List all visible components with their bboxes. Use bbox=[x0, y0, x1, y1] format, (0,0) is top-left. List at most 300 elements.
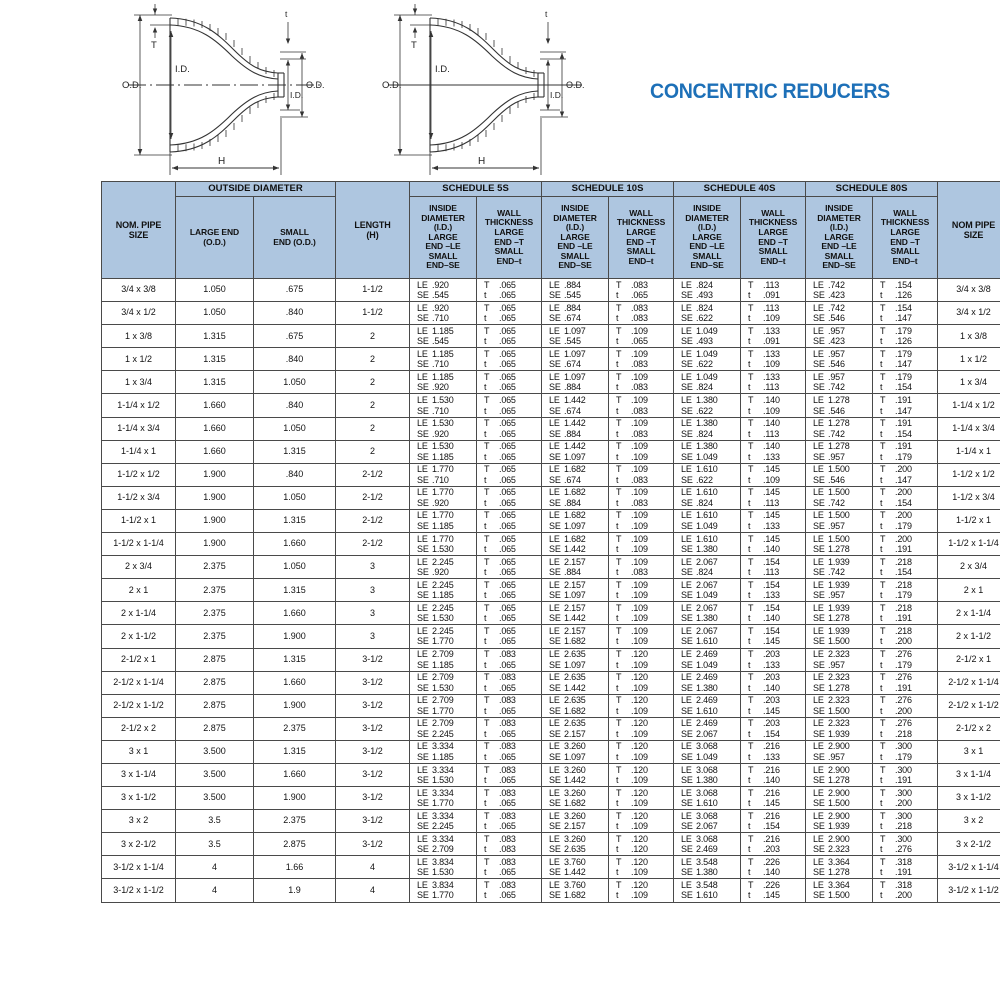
cell-nom-pipe-size-right: 1-1/4 x 1 bbox=[938, 440, 1000, 463]
cell-small-end-od: 1.050 bbox=[254, 417, 336, 440]
cell-5s-inside-diameter: LE 3.834 SE 1.530 bbox=[410, 856, 477, 879]
cell-40s-inside-diameter: LE 2.067 SE 1.380 bbox=[674, 602, 741, 625]
cell-40s-wall-thickness: T .113 t .109 bbox=[741, 302, 806, 325]
cell-10s-wall-thickness: T .120 t .109 bbox=[609, 810, 674, 833]
cell-10s-wall-thickness: T .109 t .083 bbox=[609, 394, 674, 417]
spec-table-container bbox=[101, 181, 999, 903]
cell-nom-pipe-size: 3-1/2 x 1-1/4 bbox=[102, 856, 176, 879]
cell-small-end-od: .840 bbox=[254, 463, 336, 486]
cell-small-end-od: 1.315 bbox=[254, 440, 336, 463]
cell-80s-wall-thickness: T .191 t .154 bbox=[873, 417, 938, 440]
table-row bbox=[102, 302, 1000, 325]
cell-large-end-od: 1.050 bbox=[176, 302, 254, 325]
cell-large-end-od: 2.875 bbox=[176, 671, 254, 694]
cell-5s-inside-diameter: LE 1.530 SE 1.185 bbox=[410, 440, 477, 463]
cell-10s-inside-diameter: LE 2.635 SE 1.682 bbox=[542, 694, 609, 717]
cell-5s-wall-thickness: T .083 t .065 bbox=[477, 856, 542, 879]
table-row bbox=[102, 879, 1000, 902]
cell-80s-inside-diameter: LE 1.500 SE .957 bbox=[806, 509, 873, 532]
cell-nom-pipe-size-right: 2-1/2 x 2 bbox=[938, 717, 1000, 740]
cell-nom-pipe-size-right: 1-1/2 x 3/4 bbox=[938, 486, 1000, 509]
cell-length: 3-1/2 bbox=[336, 763, 410, 786]
cell-small-end-od: 2.375 bbox=[254, 810, 336, 833]
cell-small-end-od: 1.315 bbox=[254, 579, 336, 602]
cell-nom-pipe-size-right: 1-1/2 x 1-1/4 bbox=[938, 533, 1000, 556]
table-row bbox=[102, 440, 1000, 463]
cell-10s-wall-thickness: T .120 t .120 bbox=[609, 833, 674, 856]
table-row bbox=[102, 833, 1000, 856]
cell-80s-inside-diameter: LE 1.278 SE .957 bbox=[806, 440, 873, 463]
cell-5s-inside-diameter: LE 2.709 SE 2.245 bbox=[410, 717, 477, 740]
header-5s-inside-diameter: INSIDE DIAMETER (I.D.) LARGE END –LE SMALL END–SE bbox=[410, 197, 477, 279]
h-length-label: H bbox=[478, 156, 486, 167]
cell-nom-pipe-size-right: 2-1/2 x 1-1/4 bbox=[938, 671, 1000, 694]
cell-40s-wall-thickness: T .133 t .091 bbox=[741, 325, 806, 348]
cell-nom-pipe-size-right: 3 x 2 bbox=[938, 810, 1000, 833]
cell-40s-wall-thickness: T .203 t .133 bbox=[741, 648, 806, 671]
table-row bbox=[102, 579, 1000, 602]
id-small-label: I.D. bbox=[290, 90, 304, 100]
cell-length: 2-1/2 bbox=[336, 509, 410, 532]
cell-large-end-od: 3.5 bbox=[176, 810, 254, 833]
cell-small-end-od: .675 bbox=[254, 279, 336, 302]
cell-40s-inside-diameter: LE 1.380 SE 1.049 bbox=[674, 440, 741, 463]
cell-nom-pipe-size: 3/4 x 3/8 bbox=[102, 279, 176, 302]
cell-5s-wall-thickness: T .065 t .065 bbox=[477, 486, 542, 509]
od-large-label: O.D. bbox=[382, 80, 402, 91]
cell-nom-pipe-size: 2-1/2 x 2 bbox=[102, 717, 176, 740]
cell-nom-pipe-size: 2-1/2 x 1 bbox=[102, 648, 176, 671]
cell-10s-wall-thickness: T .120 t .109 bbox=[609, 717, 674, 740]
cell-80s-inside-diameter: LE 2.900 SE 2.323 bbox=[806, 833, 873, 856]
cell-nom-pipe-size: 2 x 3/4 bbox=[102, 556, 176, 579]
cell-10s-inside-diameter: LE 3.260 SE 1.682 bbox=[542, 787, 609, 810]
cell-10s-inside-diameter: LE 2.157 SE .884 bbox=[542, 556, 609, 579]
cell-length: 2 bbox=[336, 394, 410, 417]
cell-40s-inside-diameter: LE 3.068 SE 1.610 bbox=[674, 787, 741, 810]
cell-10s-inside-diameter: LE 1.682 SE .674 bbox=[542, 463, 609, 486]
cell-large-end-od: 4 bbox=[176, 856, 254, 879]
cell-large-end-od: 1.660 bbox=[176, 440, 254, 463]
cell-nom-pipe-size: 1-1/4 x 1/2 bbox=[102, 394, 176, 417]
cell-80s-inside-diameter: LE 1.939 SE .957 bbox=[806, 579, 873, 602]
cell-small-end-od: .840 bbox=[254, 302, 336, 325]
cell-40s-wall-thickness: T .133 t .109 bbox=[741, 348, 806, 371]
cell-nom-pipe-size: 1-1/4 x 3/4 bbox=[102, 417, 176, 440]
cell-5s-inside-diameter: LE 1.770 SE 1.530 bbox=[410, 533, 477, 556]
table-row bbox=[102, 556, 1000, 579]
cell-80s-inside-diameter: LE 1.278 SE .546 bbox=[806, 394, 873, 417]
cell-80s-wall-thickness: T .300 t .200 bbox=[873, 787, 938, 810]
cell-nom-pipe-size: 1-1/2 x 1-1/4 bbox=[102, 533, 176, 556]
cell-80s-wall-thickness: T .276 t .218 bbox=[873, 717, 938, 740]
header-40s-wall-thickness: WALL THICKNESS LARGE END –T SMALL END–t bbox=[741, 197, 806, 279]
cell-10s-inside-diameter: LE 2.635 SE 1.097 bbox=[542, 648, 609, 671]
cell-length: 3 bbox=[336, 556, 410, 579]
cell-80s-inside-diameter: LE 2.900 SE 1.278 bbox=[806, 763, 873, 786]
table-row bbox=[102, 856, 1000, 879]
cell-large-end-od: 2.375 bbox=[176, 602, 254, 625]
cell-length: 3-1/2 bbox=[336, 810, 410, 833]
cell-small-end-od: 1.660 bbox=[254, 533, 336, 556]
cell-5s-wall-thickness: T .083 t .065 bbox=[477, 648, 542, 671]
cell-large-end-od: 1.315 bbox=[176, 371, 254, 394]
cell-40s-inside-diameter: LE 2.067 SE 1.610 bbox=[674, 625, 741, 648]
table-row bbox=[102, 394, 1000, 417]
cell-large-end-od: 1.900 bbox=[176, 463, 254, 486]
cell-80s-inside-diameter: LE .957 SE .423 bbox=[806, 325, 873, 348]
cell-large-end-od: 2.375 bbox=[176, 625, 254, 648]
cell-nom-pipe-size: 3-1/2 x 1-1/2 bbox=[102, 879, 176, 902]
cell-80s-wall-thickness: T .276 t .191 bbox=[873, 671, 938, 694]
cell-10s-wall-thickness: T .109 t .109 bbox=[609, 509, 674, 532]
t-small-label: t bbox=[545, 9, 548, 19]
cell-small-end-od: 1.900 bbox=[254, 694, 336, 717]
cell-length: 3-1/2 bbox=[336, 648, 410, 671]
cell-40s-wall-thickness: T .203 t .154 bbox=[741, 717, 806, 740]
cell-nom-pipe-size-right: 2 x 1 bbox=[938, 579, 1000, 602]
cell-small-end-od: 1.315 bbox=[254, 740, 336, 763]
cell-80s-wall-thickness: T .179 t .154 bbox=[873, 371, 938, 394]
cell-nom-pipe-size: 1-1/2 x 1 bbox=[102, 509, 176, 532]
cell-10s-wall-thickness: T .109 t .083 bbox=[609, 486, 674, 509]
cell-10s-wall-thickness: T .120 t .109 bbox=[609, 763, 674, 786]
cell-80s-wall-thickness: T .191 t .147 bbox=[873, 394, 938, 417]
cell-80s-wall-thickness: T .200 t .154 bbox=[873, 486, 938, 509]
id-small-label: I.D. bbox=[550, 90, 564, 100]
cell-40s-wall-thickness: T .140 t .109 bbox=[741, 394, 806, 417]
cell-40s-inside-diameter: LE 2.067 SE 1.049 bbox=[674, 579, 741, 602]
cell-40s-wall-thickness: T .216 t .154 bbox=[741, 810, 806, 833]
table-body bbox=[102, 279, 1000, 903]
cell-small-end-od: 1.315 bbox=[254, 509, 336, 532]
cell-5s-wall-thickness: T .083 t .065 bbox=[477, 810, 542, 833]
cell-40s-wall-thickness: T .226 t .140 bbox=[741, 856, 806, 879]
cell-5s-inside-diameter: LE 3.334 SE 1.770 bbox=[410, 787, 477, 810]
header-group-schedule-5s: SCHEDULE 5S bbox=[410, 182, 542, 197]
cell-40s-inside-diameter: LE 1.610 SE .824 bbox=[674, 486, 741, 509]
cell-5s-inside-diameter: LE 2.709 SE 1.530 bbox=[410, 671, 477, 694]
cell-nom-pipe-size: 2 x 1 bbox=[102, 579, 176, 602]
cell-small-end-od: 1.050 bbox=[254, 556, 336, 579]
cell-80s-inside-diameter: LE 1.500 SE 1.278 bbox=[806, 533, 873, 556]
cell-10s-wall-thickness: T .109 t .083 bbox=[609, 371, 674, 394]
cell-80s-wall-thickness: T .154 t .147 bbox=[873, 302, 938, 325]
cell-80s-wall-thickness: T .191 t .179 bbox=[873, 440, 938, 463]
cell-nom-pipe-size-right: 1-1/2 x 1/2 bbox=[938, 463, 1000, 486]
cell-40s-inside-diameter: LE 2.469 SE 1.380 bbox=[674, 671, 741, 694]
cell-40s-wall-thickness: T .145 t .109 bbox=[741, 463, 806, 486]
cell-nom-pipe-size-right: 2 x 3/4 bbox=[938, 556, 1000, 579]
cell-length: 3-1/2 bbox=[336, 671, 410, 694]
cell-80s-inside-diameter: LE 1.500 SE .546 bbox=[806, 463, 873, 486]
cell-10s-inside-diameter: LE .884 SE .545 bbox=[542, 279, 609, 302]
cell-80s-wall-thickness: T .218 t .200 bbox=[873, 625, 938, 648]
t-small-label: t bbox=[285, 9, 288, 19]
cell-10s-wall-thickness: T .109 t .065 bbox=[609, 325, 674, 348]
cell-5s-wall-thickness: T .065 t .065 bbox=[477, 325, 542, 348]
cell-5s-wall-thickness: T .065 t .065 bbox=[477, 417, 542, 440]
cell-length: 3-1/2 bbox=[336, 787, 410, 810]
cell-length: 2-1/2 bbox=[336, 486, 410, 509]
cell-10s-wall-thickness: T .109 t .109 bbox=[609, 625, 674, 648]
cell-5s-wall-thickness: T .065 t .065 bbox=[477, 348, 542, 371]
cell-40s-inside-diameter: LE 3.068 SE 2.067 bbox=[674, 810, 741, 833]
cell-5s-inside-diameter: LE 1.530 SE .710 bbox=[410, 394, 477, 417]
table-row bbox=[102, 509, 1000, 532]
cell-nom-pipe-size-right: 3/4 x 1/2 bbox=[938, 302, 1000, 325]
cell-80s-inside-diameter: LE 2.323 SE .957 bbox=[806, 648, 873, 671]
cell-80s-inside-diameter: LE 2.323 SE 1.939 bbox=[806, 717, 873, 740]
cell-5s-inside-diameter: LE 1.770 SE 1.185 bbox=[410, 509, 477, 532]
cell-small-end-od: 1.900 bbox=[254, 787, 336, 810]
table-row bbox=[102, 417, 1000, 440]
table-row bbox=[102, 810, 1000, 833]
cell-5s-inside-diameter: LE 1.185 SE .920 bbox=[410, 371, 477, 394]
t-large-label: T bbox=[411, 40, 417, 51]
cell-10s-wall-thickness: T .120 t .109 bbox=[609, 671, 674, 694]
cell-nom-pipe-size-right: 1-1/4 x 3/4 bbox=[938, 417, 1000, 440]
cell-80s-wall-thickness: T .179 t .126 bbox=[873, 325, 938, 348]
cell-80s-wall-thickness: T .200 t .147 bbox=[873, 463, 938, 486]
cell-length: 2 bbox=[336, 440, 410, 463]
reducer-diagram-area bbox=[0, 0, 1000, 180]
cell-nom-pipe-size-right: 2 x 1-1/2 bbox=[938, 625, 1000, 648]
cell-5s-wall-thickness: T .065 t .065 bbox=[477, 302, 542, 325]
cell-small-end-od: .675 bbox=[254, 325, 336, 348]
cell-length: 3-1/2 bbox=[336, 694, 410, 717]
table-row bbox=[102, 348, 1000, 371]
header-sub-row bbox=[102, 197, 1000, 279]
header-group-row bbox=[102, 182, 1000, 197]
cell-small-end-od: .840 bbox=[254, 394, 336, 417]
cell-nom-pipe-size: 1 x 3/8 bbox=[102, 325, 176, 348]
cell-10s-inside-diameter: LE 3.260 SE 2.635 bbox=[542, 833, 609, 856]
cell-5s-wall-thickness: T .065 t .065 bbox=[477, 533, 542, 556]
cell-10s-wall-thickness: T .109 t .109 bbox=[609, 533, 674, 556]
cell-nom-pipe-size: 3 x 1-1/4 bbox=[102, 763, 176, 786]
cell-length: 2 bbox=[336, 417, 410, 440]
cell-nom-pipe-size: 2 x 1-1/2 bbox=[102, 625, 176, 648]
cell-40s-inside-diameter: LE 3.548 SE 1.380 bbox=[674, 856, 741, 879]
cell-10s-inside-diameter: LE 1.682 SE .884 bbox=[542, 486, 609, 509]
cell-5s-inside-diameter: LE 1.185 SE .710 bbox=[410, 348, 477, 371]
cell-40s-inside-diameter: LE 3.068 SE 2.469 bbox=[674, 833, 741, 856]
cell-length: 3-1/2 bbox=[336, 833, 410, 856]
cell-large-end-od: 2.875 bbox=[176, 717, 254, 740]
cell-nom-pipe-size: 3 x 1-1/2 bbox=[102, 787, 176, 810]
cell-nom-pipe-size-right: 3 x 1 bbox=[938, 740, 1000, 763]
header-group-outside-diameter: OUTSIDE DIAMETER bbox=[176, 182, 336, 197]
cell-10s-wall-thickness: T .083 t .065 bbox=[609, 279, 674, 302]
cell-10s-inside-diameter: LE 1.682 SE 1.442 bbox=[542, 533, 609, 556]
cell-10s-inside-diameter: LE 3.260 SE 1.097 bbox=[542, 740, 609, 763]
cell-nom-pipe-size-right: 3-1/2 x 1-1/2 bbox=[938, 879, 1000, 902]
t-large-label: T bbox=[151, 40, 157, 51]
cell-5s-wall-thickness: T .065 t .065 bbox=[477, 625, 542, 648]
header-group-schedule-40s: SCHEDULE 40S bbox=[674, 182, 806, 197]
cell-10s-inside-diameter: LE 2.635 SE 2.157 bbox=[542, 717, 609, 740]
table-row bbox=[102, 694, 1000, 717]
cell-10s-wall-thickness: T .120 t .109 bbox=[609, 694, 674, 717]
cell-nom-pipe-size: 1-1/2 x 3/4 bbox=[102, 486, 176, 509]
cell-5s-wall-thickness: T .065 t .065 bbox=[477, 394, 542, 417]
cell-nom-pipe-size: 1-1/4 x 1 bbox=[102, 440, 176, 463]
cell-10s-wall-thickness: T .120 t .109 bbox=[609, 740, 674, 763]
cell-80s-wall-thickness: T .276 t .179 bbox=[873, 648, 938, 671]
cell-40s-wall-thickness: T .133 t .113 bbox=[741, 371, 806, 394]
cell-80s-inside-diameter: LE 1.500 SE .742 bbox=[806, 486, 873, 509]
cell-80s-wall-thickness: T .200 t .191 bbox=[873, 533, 938, 556]
cell-80s-inside-diameter: LE 2.900 SE 1.500 bbox=[806, 787, 873, 810]
od-small-label: O.D. bbox=[566, 80, 585, 90]
cell-10s-inside-diameter: LE .884 SE .674 bbox=[542, 302, 609, 325]
cell-nom-pipe-size: 2-1/2 x 1-1/4 bbox=[102, 671, 176, 694]
cell-10s-inside-diameter: LE 1.097 SE .884 bbox=[542, 371, 609, 394]
cell-5s-inside-diameter: LE 3.334 SE 2.245 bbox=[410, 810, 477, 833]
header-10s-inside-diameter: INSIDE DIAMETER (I.D.) LARGE END –LE SMALL END–SE bbox=[542, 197, 609, 279]
cell-small-end-od: 1.66 bbox=[254, 856, 336, 879]
cell-5s-wall-thickness: T .065 t .065 bbox=[477, 279, 542, 302]
cell-length: 4 bbox=[336, 856, 410, 879]
cell-nom-pipe-size-right: 1 x 3/4 bbox=[938, 371, 1000, 394]
table-row bbox=[102, 486, 1000, 509]
cell-small-end-od: 1.050 bbox=[254, 486, 336, 509]
cell-5s-wall-thickness: T .083 t .065 bbox=[477, 879, 542, 902]
cell-5s-wall-thickness: T .083 t .065 bbox=[477, 740, 542, 763]
cell-nom-pipe-size: 3 x 1 bbox=[102, 740, 176, 763]
cell-5s-inside-diameter: LE 3.334 SE 1.185 bbox=[410, 740, 477, 763]
reducer-drawing-right bbox=[382, 4, 585, 175]
cell-5s-wall-thickness: T .083 t .065 bbox=[477, 787, 542, 810]
cell-large-end-od: 1.315 bbox=[176, 348, 254, 371]
cell-nom-pipe-size-right: 1-1/4 x 1/2 bbox=[938, 394, 1000, 417]
cell-80s-wall-thickness: T .276 t .200 bbox=[873, 694, 938, 717]
cell-nom-pipe-size: 3/4 x 1/2 bbox=[102, 302, 176, 325]
cell-10s-inside-diameter: LE 1.097 SE .545 bbox=[542, 325, 609, 348]
cell-nom-pipe-size-right: 3/4 x 3/8 bbox=[938, 279, 1000, 302]
cell-nom-pipe-size-right: 1 x 1/2 bbox=[938, 348, 1000, 371]
concentric-reducers-spec-table bbox=[101, 181, 1000, 903]
cell-small-end-od: 1.900 bbox=[254, 625, 336, 648]
cell-5s-wall-thickness: T .065 t .065 bbox=[477, 463, 542, 486]
cell-80s-inside-diameter: LE .742 SE .423 bbox=[806, 279, 873, 302]
cell-40s-wall-thickness: T .216 t .140 bbox=[741, 763, 806, 786]
cell-80s-wall-thickness: T .200 t .179 bbox=[873, 509, 938, 532]
cell-40s-inside-diameter: LE 1.049 SE .622 bbox=[674, 348, 741, 371]
cell-5s-inside-diameter: LE 1.770 SE .710 bbox=[410, 463, 477, 486]
cell-large-end-od: 1.660 bbox=[176, 394, 254, 417]
cell-small-end-od: 2.875 bbox=[254, 833, 336, 856]
cell-10s-inside-diameter: LE 1.442 SE .884 bbox=[542, 417, 609, 440]
cell-large-end-od: 1.900 bbox=[176, 533, 254, 556]
cell-5s-wall-thickness: T .083 t .065 bbox=[477, 671, 542, 694]
od-large-label: O.D. bbox=[122, 80, 142, 91]
cell-5s-inside-diameter: LE .920 SE .545 bbox=[410, 279, 477, 302]
cell-5s-wall-thickness: T .065 t .065 bbox=[477, 556, 542, 579]
cell-length: 2 bbox=[336, 325, 410, 348]
cell-80s-inside-diameter: LE 2.900 SE .957 bbox=[806, 740, 873, 763]
cell-40s-inside-diameter: LE 1.610 SE 1.380 bbox=[674, 533, 741, 556]
cell-length: 2 bbox=[336, 348, 410, 371]
cell-10s-inside-diameter: LE 3.760 SE 1.442 bbox=[542, 856, 609, 879]
cell-5s-inside-diameter: LE 2.245 SE 1.530 bbox=[410, 602, 477, 625]
cell-nom-pipe-size-right: 2-1/2 x 1-1/2 bbox=[938, 694, 1000, 717]
cell-10s-wall-thickness: T .109 t .083 bbox=[609, 348, 674, 371]
cell-40s-wall-thickness: T .154 t .140 bbox=[741, 602, 806, 625]
cell-80s-inside-diameter: LE .957 SE .546 bbox=[806, 348, 873, 371]
cell-10s-wall-thickness: T .109 t .083 bbox=[609, 417, 674, 440]
cell-80s-inside-diameter: LE 3.364 SE 1.278 bbox=[806, 856, 873, 879]
cell-80s-wall-thickness: T .318 t .200 bbox=[873, 879, 938, 902]
cell-80s-inside-diameter: LE 2.900 SE 1.939 bbox=[806, 810, 873, 833]
cell-large-end-od: 4 bbox=[176, 879, 254, 902]
cell-large-end-od: 3.500 bbox=[176, 763, 254, 786]
cell-small-end-od: 1.660 bbox=[254, 602, 336, 625]
cell-small-end-od: 1.315 bbox=[254, 648, 336, 671]
cell-40s-wall-thickness: T .145 t .133 bbox=[741, 509, 806, 532]
cell-nom-pipe-size-right: 3 x 1-1/2 bbox=[938, 787, 1000, 810]
header-nom-pipe-size-right: NOM PIPE SIZE bbox=[938, 182, 1000, 279]
cell-5s-inside-diameter: LE 2.709 SE 1.770 bbox=[410, 694, 477, 717]
cell-length: 1-1/2 bbox=[336, 302, 410, 325]
cell-80s-inside-diameter: LE 2.323 SE 1.500 bbox=[806, 694, 873, 717]
cell-40s-inside-diameter: LE 3.548 SE 1.610 bbox=[674, 879, 741, 902]
cell-10s-wall-thickness: T .109 t .083 bbox=[609, 556, 674, 579]
cell-5s-inside-diameter: LE 1.530 SE .920 bbox=[410, 417, 477, 440]
cell-40s-wall-thickness: T .203 t .140 bbox=[741, 671, 806, 694]
cell-nom-pipe-size: 1 x 1/2 bbox=[102, 348, 176, 371]
cell-80s-inside-diameter: LE .957 SE .742 bbox=[806, 371, 873, 394]
header-40s-inside-diameter: INSIDE DIAMETER (I.D.) LARGE END –LE SMALL END–SE bbox=[674, 197, 741, 279]
cell-10s-inside-diameter: LE 1.682 SE 1.097 bbox=[542, 509, 609, 532]
cell-10s-wall-thickness: T .120 t .109 bbox=[609, 648, 674, 671]
cell-5s-wall-thickness: T .065 t .065 bbox=[477, 371, 542, 394]
cell-40s-wall-thickness: T .226 t .145 bbox=[741, 879, 806, 902]
cell-80s-wall-thickness: T .179 t .147 bbox=[873, 348, 938, 371]
cell-10s-wall-thickness: T .109 t .109 bbox=[609, 602, 674, 625]
cell-large-end-od: 3.5 bbox=[176, 833, 254, 856]
cell-40s-wall-thickness: T .145 t .140 bbox=[741, 533, 806, 556]
cell-small-end-od: 1.660 bbox=[254, 671, 336, 694]
cell-80s-wall-thickness: T .218 t .154 bbox=[873, 556, 938, 579]
header-length: LENGTH (H) bbox=[336, 182, 410, 279]
cell-5s-inside-diameter: LE 1.770 SE .920 bbox=[410, 486, 477, 509]
cell-10s-wall-thickness: T .109 t .109 bbox=[609, 440, 674, 463]
cell-40s-wall-thickness: T .154 t .133 bbox=[741, 579, 806, 602]
cell-5s-wall-thickness: T .065 t .065 bbox=[477, 509, 542, 532]
cell-10s-inside-diameter: LE 1.442 SE .674 bbox=[542, 394, 609, 417]
id-large-label: I.D. bbox=[435, 64, 450, 75]
cell-10s-inside-diameter: LE 2.157 SE 1.682 bbox=[542, 625, 609, 648]
cell-10s-inside-diameter: LE 3.260 SE 1.442 bbox=[542, 763, 609, 786]
cell-10s-wall-thickness: T .109 t .109 bbox=[609, 579, 674, 602]
cell-40s-inside-diameter: LE 1.049 SE .824 bbox=[674, 371, 741, 394]
cell-80s-wall-thickness: T .154 t .126 bbox=[873, 279, 938, 302]
cell-length: 3 bbox=[336, 602, 410, 625]
cell-nom-pipe-size-right: 3 x 2-1/2 bbox=[938, 833, 1000, 856]
cell-40s-wall-thickness: T .216 t .145 bbox=[741, 787, 806, 810]
cell-large-end-od: 2.875 bbox=[176, 648, 254, 671]
table-row bbox=[102, 602, 1000, 625]
cell-80s-inside-diameter: LE 1.939 SE 1.278 bbox=[806, 602, 873, 625]
table-row bbox=[102, 325, 1000, 348]
cell-10s-inside-diameter: LE 2.635 SE 1.442 bbox=[542, 671, 609, 694]
cell-5s-wall-thickness: T .083 t .065 bbox=[477, 717, 542, 740]
reducer-drawing-left bbox=[122, 4, 325, 175]
cell-40s-inside-diameter: LE 2.469 SE 1.049 bbox=[674, 648, 741, 671]
cell-80s-inside-diameter: LE 3.364 SE 1.500 bbox=[806, 879, 873, 902]
